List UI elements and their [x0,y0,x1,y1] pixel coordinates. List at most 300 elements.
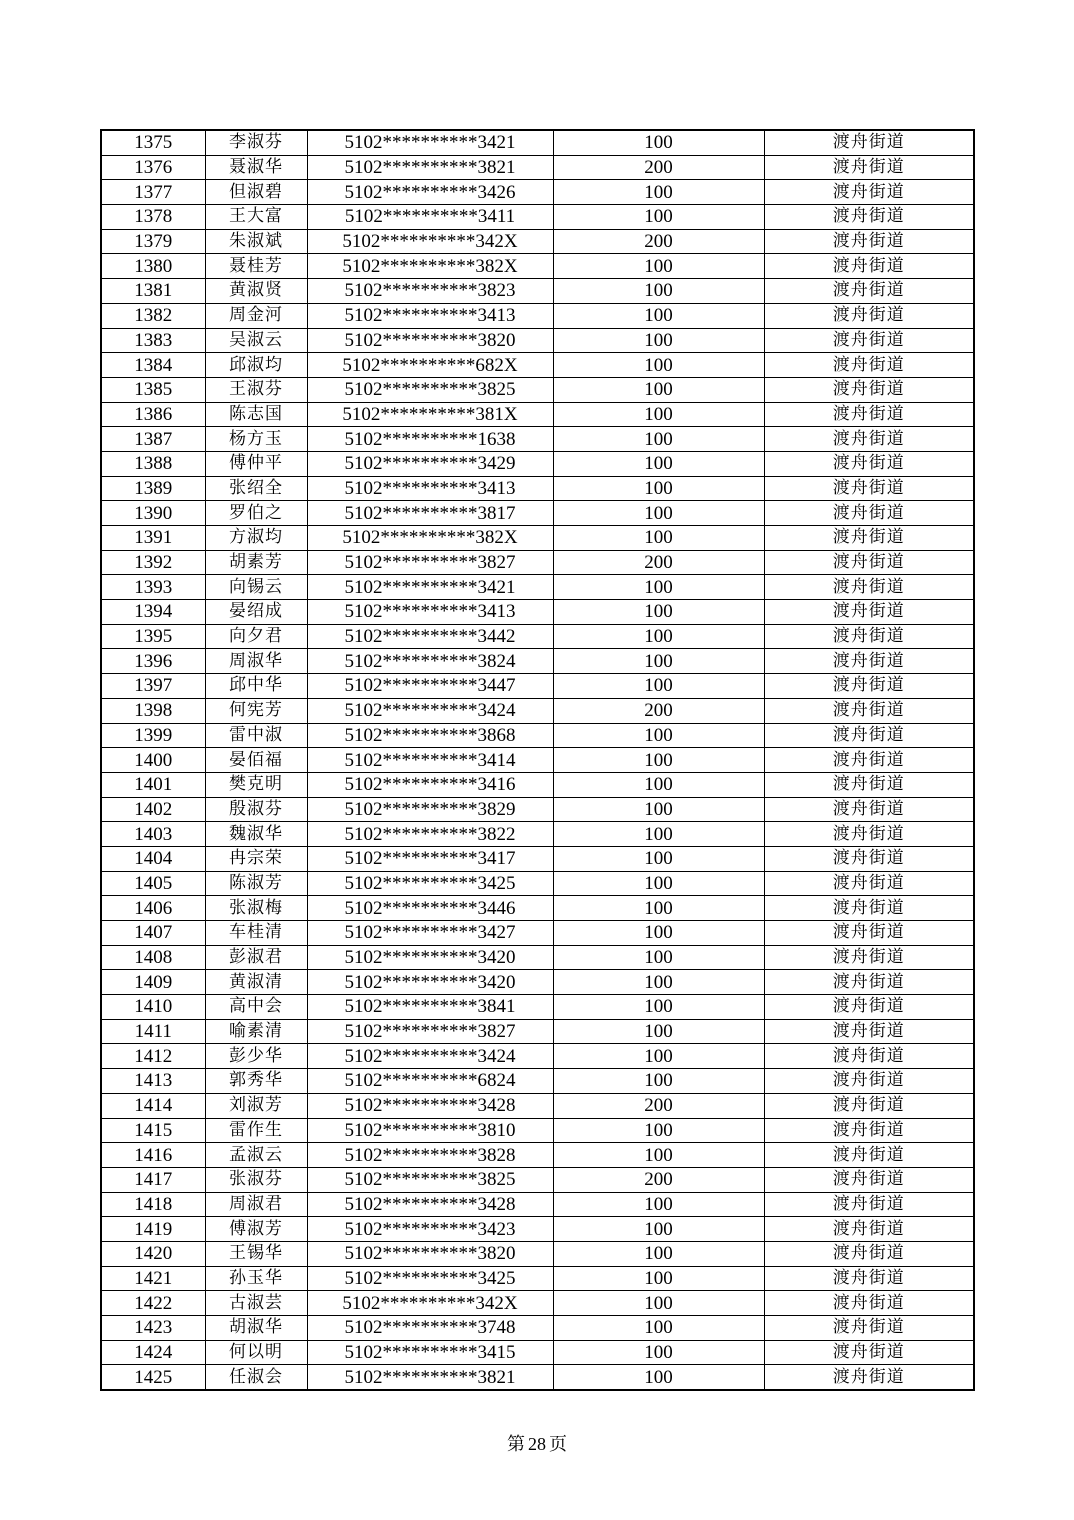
table-row [101,1019,974,1044]
cell-amount: 100 [553,822,764,847]
cell-amount: 100 [553,1118,764,1143]
cell-name: 傅仲平 [205,451,307,476]
cell-name: 樊克明 [205,772,307,797]
cell-street: 渡舟街道 [764,1241,974,1266]
cell-amount: 200 [553,1093,764,1118]
cell-name: 殷淑芬 [205,797,307,822]
cell-amount: 100 [553,1143,764,1168]
table-row [101,402,974,427]
cell-name: 张绍全 [205,476,307,501]
cell-street: 渡舟街道 [764,1192,974,1217]
cell-street: 渡舟街道 [764,797,974,822]
cell-street: 渡舟街道 [764,1143,974,1168]
cell-id-number: 5102**********682X [307,353,553,378]
cell-name: 喻素清 [205,1019,307,1044]
table-row [101,451,974,476]
cell-id-number: 5102**********382X [307,526,553,551]
cell-amount: 100 [553,896,764,921]
table-row [101,155,974,180]
cell-name: 高中会 [205,995,307,1020]
table-row [101,377,974,402]
table-row [101,649,974,674]
cell-name: 向锡云 [205,575,307,600]
table-row [101,575,974,600]
table-row [101,1217,974,1242]
cell-index: 1381 [101,279,205,304]
cell-name: 张淑梅 [205,896,307,921]
cell-id-number: 5102**********3817 [307,501,553,526]
cell-street: 渡舟街道 [764,1167,974,1192]
cell-index: 1411 [101,1019,205,1044]
cell-index: 1405 [101,871,205,896]
table-row [101,1069,974,1094]
cell-name: 雷作生 [205,1118,307,1143]
cell-index: 1397 [101,674,205,699]
cell-index: 1406 [101,896,205,921]
records-table-body [101,130,974,1390]
cell-index: 1390 [101,501,205,526]
cell-amount: 100 [553,1044,764,1069]
cell-amount: 100 [553,1266,764,1291]
cell-id-number: 5102**********3413 [307,600,553,625]
cell-name: 傅淑芳 [205,1217,307,1242]
cell-id-number: 5102**********3447 [307,674,553,699]
cell-id-number: 5102**********3822 [307,822,553,847]
cell-street: 渡舟街道 [764,1316,974,1341]
cell-index: 1403 [101,822,205,847]
cell-id-number: 5102**********3421 [307,130,553,155]
cell-amount: 100 [553,846,764,871]
cell-index: 1424 [101,1340,205,1365]
cell-name: 孙玉华 [205,1266,307,1291]
cell-street: 渡舟街道 [764,303,974,328]
cell-index: 1416 [101,1143,205,1168]
cell-amount: 100 [553,723,764,748]
cell-street: 渡舟街道 [764,1019,974,1044]
cell-name: 彭淑君 [205,945,307,970]
cell-name: 晏佰福 [205,748,307,773]
cell-id-number: 5102**********3414 [307,748,553,773]
cell-amount: 100 [553,1291,764,1316]
cell-id-number: 5102**********3429 [307,451,553,476]
page-suffix: 页 [549,1434,567,1455]
cell-id-number: 5102**********3420 [307,970,553,995]
cell-amount: 200 [553,155,764,180]
cell-id-number: 5102**********3425 [307,871,553,896]
table-row [101,1167,974,1192]
cell-street: 渡舟街道 [764,1365,974,1390]
cell-id-number: 5102**********6824 [307,1069,553,1094]
table-row [101,748,974,773]
cell-index: 1422 [101,1291,205,1316]
cell-name: 车桂清 [205,921,307,946]
cell-index: 1412 [101,1044,205,1069]
cell-amount: 100 [553,1340,764,1365]
cell-amount: 200 [553,229,764,254]
cell-index: 1387 [101,427,205,452]
page-prefix: 第 [507,1434,525,1455]
cell-street: 渡舟街道 [764,748,974,773]
cell-name: 晏绍成 [205,600,307,625]
cell-index: 1375 [101,130,205,155]
table-row [101,624,974,649]
cell-name: 胡素芳 [205,550,307,575]
table-row [101,674,974,699]
cell-name: 聂淑华 [205,155,307,180]
cell-amount: 100 [553,871,764,896]
cell-index: 1377 [101,180,205,205]
table-row [101,1143,974,1168]
cell-index: 1391 [101,526,205,551]
cell-amount: 100 [553,254,764,279]
cell-name: 周淑华 [205,649,307,674]
cell-street: 渡舟街道 [764,180,974,205]
cell-id-number: 5102**********3417 [307,846,553,871]
table-row [101,328,974,353]
cell-index: 1417 [101,1167,205,1192]
cell-id-number: 5102**********342X [307,229,553,254]
table-row [101,1340,974,1365]
cell-street: 渡舟街道 [764,772,974,797]
table-row [101,303,974,328]
cell-name: 黄淑贤 [205,279,307,304]
cell-name: 王淑芬 [205,377,307,402]
cell-index: 1398 [101,698,205,723]
cell-index: 1413 [101,1069,205,1094]
cell-id-number: 5102**********3425 [307,1266,553,1291]
table-row [101,254,974,279]
cell-amount: 100 [553,649,764,674]
table-row [101,427,974,452]
cell-id-number: 5102**********3424 [307,698,553,723]
cell-index: 1392 [101,550,205,575]
cell-amount: 200 [553,550,764,575]
cell-street: 渡舟街道 [764,229,974,254]
cell-id-number: 5102**********3827 [307,550,553,575]
cell-name: 聂桂芳 [205,254,307,279]
cell-street: 渡舟街道 [764,921,974,946]
cell-amount: 100 [553,748,764,773]
cell-street: 渡舟街道 [764,353,974,378]
cell-name: 陈淑芳 [205,871,307,896]
table-row [101,205,974,230]
cell-id-number: 5102**********3442 [307,624,553,649]
cell-name: 方淑均 [205,526,307,551]
cell-street: 渡舟街道 [764,1044,974,1069]
cell-index: 1410 [101,995,205,1020]
cell-index: 1414 [101,1093,205,1118]
cell-name: 周淑君 [205,1192,307,1217]
cell-amount: 100 [553,797,764,822]
cell-street: 渡舟街道 [764,896,974,921]
cell-id-number: 5102**********3825 [307,1167,553,1192]
table-row [101,1044,974,1069]
cell-index: 1383 [101,328,205,353]
cell-id-number: 5102**********3820 [307,328,553,353]
cell-index: 1385 [101,377,205,402]
cell-name: 何以明 [205,1340,307,1365]
cell-name: 刘淑芳 [205,1093,307,1118]
cell-name: 罗伯之 [205,501,307,526]
cell-amount: 100 [553,303,764,328]
cell-name: 彭少华 [205,1044,307,1069]
cell-amount: 100 [553,427,764,452]
table-row [101,1192,974,1217]
cell-name: 冉宗荣 [205,846,307,871]
cell-amount: 100 [553,624,764,649]
cell-name: 何宪芳 [205,698,307,723]
table-row [101,353,974,378]
cell-street: 渡舟街道 [764,1093,974,1118]
cell-id-number: 5102**********3821 [307,1365,553,1390]
cell-id-number: 5102**********3825 [307,377,553,402]
cell-amount: 100 [553,995,764,1020]
cell-amount: 100 [553,1192,764,1217]
cell-street: 渡舟街道 [764,279,974,304]
cell-name: 郭秀华 [205,1069,307,1094]
cell-index: 1379 [101,229,205,254]
cell-name: 孟淑云 [205,1143,307,1168]
cell-street: 渡舟街道 [764,1118,974,1143]
cell-street: 渡舟街道 [764,846,974,871]
cell-street: 渡舟街道 [764,451,974,476]
cell-id-number: 5102**********3415 [307,1340,553,1365]
cell-name: 邱淑均 [205,353,307,378]
cell-name: 任淑会 [205,1365,307,1390]
cell-street: 渡舟街道 [764,995,974,1020]
table-row [101,279,974,304]
cell-amount: 100 [553,575,764,600]
cell-amount: 100 [553,1069,764,1094]
cell-street: 渡舟街道 [764,130,974,155]
cell-amount: 100 [553,772,764,797]
cell-index: 1423 [101,1316,205,1341]
cell-name: 王大富 [205,205,307,230]
cell-index: 1400 [101,748,205,773]
cell-amount: 200 [553,1167,764,1192]
cell-index: 1386 [101,402,205,427]
cell-name: 黄淑清 [205,970,307,995]
cell-name: 魏淑华 [205,822,307,847]
cell-name: 但淑碧 [205,180,307,205]
cell-street: 渡舟街道 [764,698,974,723]
cell-index: 1394 [101,600,205,625]
cell-index: 1418 [101,1192,205,1217]
cell-id-number: 5102**********3423 [307,1217,553,1242]
table-row [101,1241,974,1266]
cell-street: 渡舟街道 [764,575,974,600]
cell-id-number: 5102**********3868 [307,723,553,748]
table-row [101,600,974,625]
cell-name: 胡淑华 [205,1316,307,1341]
table-row [101,846,974,871]
table-row [101,526,974,551]
cell-id-number: 5102**********3748 [307,1316,553,1341]
cell-amount: 100 [553,476,764,501]
cell-amount: 100 [553,451,764,476]
cell-id-number: 5102**********3426 [307,180,553,205]
cell-name: 吴淑云 [205,328,307,353]
cell-amount: 100 [553,945,764,970]
cell-index: 1380 [101,254,205,279]
cell-amount: 200 [553,698,764,723]
table-row [101,723,974,748]
table-row [101,130,974,155]
cell-id-number: 5102**********3416 [307,772,553,797]
cell-street: 渡舟街道 [764,328,974,353]
cell-index: 1376 [101,155,205,180]
table-row [101,772,974,797]
cell-amount: 100 [553,377,764,402]
cell-id-number: 5102**********3841 [307,995,553,1020]
cell-amount: 100 [553,1241,764,1266]
cell-amount: 100 [553,1217,764,1242]
cell-index: 1393 [101,575,205,600]
table-row [101,1365,974,1390]
cell-amount: 100 [553,328,764,353]
table-row [101,501,974,526]
cell-street: 渡舟街道 [764,1217,974,1242]
cell-name: 张淑芬 [205,1167,307,1192]
cell-name: 邱中华 [205,674,307,699]
cell-index: 1388 [101,451,205,476]
cell-street: 渡舟街道 [764,649,974,674]
cell-index: 1409 [101,970,205,995]
table-row [101,896,974,921]
cell-id-number: 5102**********3421 [307,575,553,600]
table-row [101,1093,974,1118]
cell-id-number: 5102**********3829 [307,797,553,822]
cell-amount: 100 [553,1365,764,1390]
records-table [100,129,975,1391]
page-number: 28 [528,1434,546,1454]
page-number-footer [0,1430,1074,1456]
cell-amount: 100 [553,402,764,427]
cell-street: 渡舟街道 [764,1266,974,1291]
cell-street: 渡舟街道 [764,155,974,180]
cell-id-number: 5102**********382X [307,254,553,279]
cell-street: 渡舟街道 [764,970,974,995]
cell-index: 1421 [101,1266,205,1291]
cell-index: 1389 [101,476,205,501]
cell-name: 古淑芸 [205,1291,307,1316]
cell-id-number: 5102**********342X [307,1291,553,1316]
cell-id-number: 5102**********3828 [307,1143,553,1168]
cell-amount: 100 [553,501,764,526]
table-row [101,822,974,847]
table-row [101,921,974,946]
cell-amount: 100 [553,205,764,230]
cell-index: 1401 [101,772,205,797]
cell-id-number: 5102**********1638 [307,427,553,452]
cell-street: 渡舟街道 [764,526,974,551]
cell-street: 渡舟街道 [764,1291,974,1316]
cell-id-number: 5102**********3428 [307,1093,553,1118]
cell-amount: 100 [553,970,764,995]
cell-index: 1415 [101,1118,205,1143]
cell-amount: 100 [553,1316,764,1341]
cell-index: 1407 [101,921,205,946]
table-row [101,1266,974,1291]
cell-street: 渡舟街道 [764,377,974,402]
cell-street: 渡舟街道 [764,624,974,649]
cell-id-number: 5102**********3428 [307,1192,553,1217]
cell-index: 1395 [101,624,205,649]
cell-amount: 100 [553,921,764,946]
cell-street: 渡舟街道 [764,205,974,230]
cell-street: 渡舟街道 [764,674,974,699]
cell-street: 渡舟街道 [764,871,974,896]
cell-id-number: 5102**********3810 [307,1118,553,1143]
cell-street: 渡舟街道 [764,600,974,625]
cell-id-number: 5102**********3424 [307,1044,553,1069]
cell-amount: 100 [553,526,764,551]
cell-index: 1402 [101,797,205,822]
cell-index: 1420 [101,1241,205,1266]
table-row [101,1291,974,1316]
table-row [101,945,974,970]
cell-name: 周金河 [205,303,307,328]
cell-name: 雷中淑 [205,723,307,748]
cell-street: 渡舟街道 [764,476,974,501]
cell-amount: 100 [553,674,764,699]
cell-name: 王锡华 [205,1241,307,1266]
cell-id-number: 5102**********3427 [307,921,553,946]
cell-name: 杨方玉 [205,427,307,452]
cell-id-number: 5102**********3411 [307,205,553,230]
table-row [101,1316,974,1341]
cell-index: 1399 [101,723,205,748]
cell-street: 渡舟街道 [764,822,974,847]
cell-street: 渡舟街道 [764,550,974,575]
cell-id-number: 5102**********3820 [307,1241,553,1266]
cell-index: 1408 [101,945,205,970]
cell-id-number: 5102**********381X [307,402,553,427]
table-row [101,871,974,896]
cell-name: 向夕君 [205,624,307,649]
table-row [101,180,974,205]
cell-id-number: 5102**********3823 [307,279,553,304]
cell-amount: 100 [553,180,764,205]
table-row [101,995,974,1020]
cell-name: 李淑芬 [205,130,307,155]
cell-index: 1404 [101,846,205,871]
table-row [101,970,974,995]
cell-name: 朱淑斌 [205,229,307,254]
table-row [101,476,974,501]
cell-id-number: 5102**********3827 [307,1019,553,1044]
cell-index: 1396 [101,649,205,674]
cell-id-number: 5102**********3821 [307,155,553,180]
cell-street: 渡舟街道 [764,427,974,452]
cell-name: 陈志国 [205,402,307,427]
cell-index: 1378 [101,205,205,230]
cell-street: 渡舟街道 [764,501,974,526]
table-row [101,698,974,723]
cell-street: 渡舟街道 [764,723,974,748]
cell-street: 渡舟街道 [764,945,974,970]
cell-index: 1382 [101,303,205,328]
cell-amount: 100 [553,130,764,155]
cell-street: 渡舟街道 [764,1069,974,1094]
cell-amount: 100 [553,279,764,304]
cell-id-number: 5102**********3413 [307,303,553,328]
cell-index: 1384 [101,353,205,378]
table-row [101,797,974,822]
cell-id-number: 5102**********3824 [307,649,553,674]
cell-id-number: 5102**********3446 [307,896,553,921]
cell-amount: 100 [553,353,764,378]
